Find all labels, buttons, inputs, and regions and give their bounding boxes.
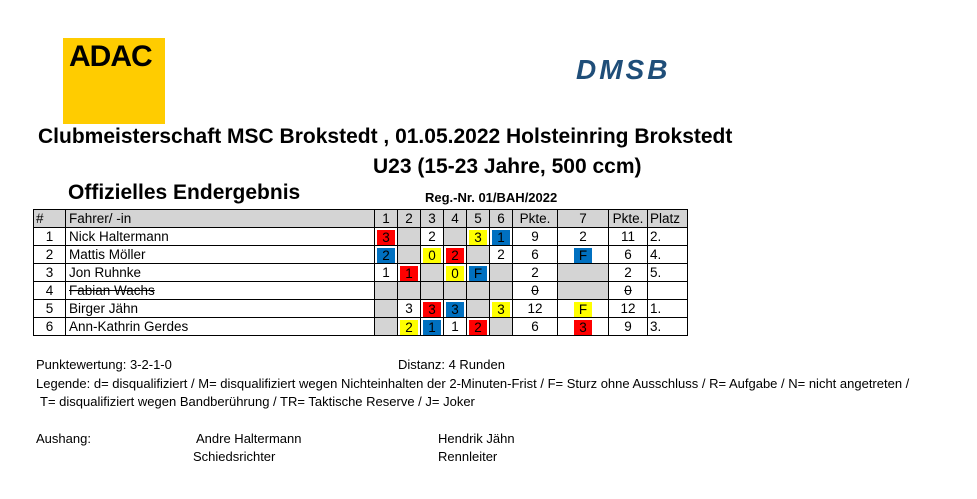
place-cell: 5. <box>648 264 688 282</box>
heat-7-cell <box>558 282 609 300</box>
adac-logo <box>63 38 165 124</box>
legend-line-2: T= disqualifiziert wegen Bandberührung / TR= Taktische Reserve / J= Joker <box>40 394 475 409</box>
row-number: 4 <box>34 282 66 300</box>
place-cell: 1. <box>648 300 688 318</box>
place-cell: 3. <box>648 318 688 336</box>
heat-3-cell <box>421 318 444 336</box>
table-row <box>34 246 688 264</box>
row-number: 6 <box>34 318 66 336</box>
col-header-driver: Fahrer/ -in <box>66 210 375 228</box>
heat-1-cell <box>375 300 398 318</box>
heat-1-cell-marker: 2 <box>377 248 395 263</box>
distance-note: Distanz: 4 Runden <box>398 357 505 372</box>
heat-6-cell: 2 <box>490 246 513 264</box>
heat-1-cell <box>375 228 398 246</box>
heat-6-cell-marker: 3 <box>492 302 510 317</box>
points-cell: 9 <box>513 228 558 246</box>
col-header-heat-4: 4 <box>444 210 467 228</box>
referee-role: Schiedsrichter <box>193 449 276 464</box>
heat-6-cell <box>490 264 513 282</box>
points-cell: 0 <box>513 282 558 300</box>
heat-7-cell-marker: 3 <box>574 320 592 335</box>
heat-6-cell-marker: 1 <box>492 230 510 245</box>
heat-5-cell <box>467 318 490 336</box>
heat-3-cell <box>421 282 444 300</box>
heat-7-cell <box>558 264 609 282</box>
heat-5-cell <box>467 282 490 300</box>
table-header-row <box>34 210 688 228</box>
driver-name: Fabian Wachs <box>66 282 375 300</box>
heat-2-cell-marker: 1 <box>400 266 418 281</box>
col-header-total-points: Pkte. <box>609 210 648 228</box>
total-points-cell: 12 <box>609 300 648 318</box>
heat-7-cell <box>558 300 609 318</box>
class-title: U23 (15-23 Jahre, 500 ccm) <box>373 155 642 178</box>
heat-2-cell: 3 <box>398 300 421 318</box>
points-cell: 2 <box>513 264 558 282</box>
points-cell: 6 <box>513 246 558 264</box>
col-header-heat-5: 5 <box>467 210 490 228</box>
race-director-name: Hendrik Jähn <box>438 431 515 446</box>
total-points-cell: 0 <box>609 282 648 300</box>
heat-7-cell <box>558 318 609 336</box>
col-header-heat-6: 6 <box>490 210 513 228</box>
col-header-heat-1: 1 <box>375 210 398 228</box>
heat-1-cell-marker: 3 <box>377 230 395 245</box>
heat-4-cell <box>444 264 467 282</box>
heat-5-cell <box>467 228 490 246</box>
row-number: 3 <box>34 264 66 282</box>
heat-4-cell <box>444 282 467 300</box>
adac-logo-text: ADAC <box>69 40 152 73</box>
heat-4-cell: 1 <box>444 318 467 336</box>
col-header-heat-2: 2 <box>398 210 421 228</box>
page-title: Clubmeisterschaft MSC Brokstedt , 01.05.2022 Holsteinring Brokstedt <box>38 125 733 148</box>
place-cell <box>648 282 688 300</box>
table-row <box>34 228 688 246</box>
heat-3-cell <box>421 300 444 318</box>
driver-name: Ann-Kathrin Gerdes <box>66 318 375 336</box>
heat-3-cell-marker: 0 <box>423 248 441 263</box>
referee-name: Andre Haltermann <box>196 431 302 446</box>
row-number: 2 <box>34 246 66 264</box>
race-director-role: Rennleiter <box>438 449 498 464</box>
heat-1-cell <box>375 318 398 336</box>
heat-2-cell <box>398 264 421 282</box>
driver-name: Nick Haltermann <box>66 228 375 246</box>
driver-name: Birger Jähn <box>66 300 375 318</box>
col-header-points: Pkte. <box>513 210 558 228</box>
heat-5-cell <box>467 246 490 264</box>
heat-2-cell <box>398 246 421 264</box>
total-points-cell: 9 <box>609 318 648 336</box>
heat-1-cell: 1 <box>375 264 398 282</box>
heat-3-cell-marker: 3 <box>423 302 441 317</box>
heat-2-cell <box>398 282 421 300</box>
points-cell: 6 <box>513 318 558 336</box>
heat-5-cell <box>467 300 490 318</box>
heat-5-cell <box>467 264 490 282</box>
heat-6-cell <box>490 282 513 300</box>
place-cell: 4. <box>648 246 688 264</box>
legend-line-1: Legende: d= disqualifiziert / M= disqualifiziert wegen Nichteinhalten der 2-Minuten-Frist / F= Sturz ohne Ausschluss / R= Aufgabe / N= nicht angetreten / <box>36 376 910 391</box>
heat-6-cell <box>490 228 513 246</box>
heat-2-cell-marker: 2 <box>400 320 418 335</box>
heat-3-cell <box>421 264 444 282</box>
table-row <box>34 318 688 336</box>
posting-label: Aushang: <box>36 431 91 446</box>
results-table <box>33 209 688 336</box>
heat-5-cell-marker: F <box>469 266 487 281</box>
row-number: 5 <box>34 300 66 318</box>
col-header-heat-3: 3 <box>421 210 444 228</box>
heat-5-cell-marker: 3 <box>469 230 487 245</box>
col-header-place: Platz <box>648 210 688 228</box>
driver-name: Mattis Möller <box>66 246 375 264</box>
total-points-cell: 6 <box>609 246 648 264</box>
heat-5-cell-marker: 2 <box>469 320 487 335</box>
heat-4-cell <box>444 246 467 264</box>
row-number: 1 <box>34 228 66 246</box>
heat-4-cell-marker: 3 <box>446 302 464 317</box>
total-points-cell: 11 <box>609 228 648 246</box>
heat-4-cell-marker: 2 <box>446 248 464 263</box>
heat-3-cell <box>421 246 444 264</box>
heat-7-cell-marker: F <box>574 302 592 317</box>
registration-number: Reg.-Nr. 01/BAH/2022 <box>425 190 558 205</box>
place-cell: 2. <box>648 228 688 246</box>
table-row <box>34 264 688 282</box>
scoring-note: Punktewertung: 3-2-1-0 <box>36 357 172 372</box>
col-header-number: # <box>34 210 66 228</box>
heat-3-cell: 2 <box>421 228 444 246</box>
points-cell: 12 <box>513 300 558 318</box>
heat-4-cell-marker: 0 <box>446 266 464 281</box>
dmsb-logo: DMSB <box>576 54 671 85</box>
col-header-heat-7: 7 <box>558 210 609 228</box>
heat-1-cell <box>375 282 398 300</box>
heat-4-cell <box>444 228 467 246</box>
heat-3-cell-marker: 1 <box>423 320 441 335</box>
table-row <box>34 300 688 318</box>
heat-1-cell <box>375 246 398 264</box>
heat-7-cell <box>558 246 609 264</box>
heat-7-cell: 2 <box>558 228 609 246</box>
heat-6-cell <box>490 300 513 318</box>
heat-2-cell <box>398 228 421 246</box>
table-row <box>34 282 688 300</box>
heat-4-cell <box>444 300 467 318</box>
heat-2-cell <box>398 318 421 336</box>
result-subtitle: Offizielles Endergebnis <box>68 181 301 204</box>
heat-7-cell-marker: F <box>574 248 592 263</box>
total-points-cell: 2 <box>609 264 648 282</box>
driver-name: Jon Ruhnke <box>66 264 375 282</box>
heat-6-cell <box>490 318 513 336</box>
